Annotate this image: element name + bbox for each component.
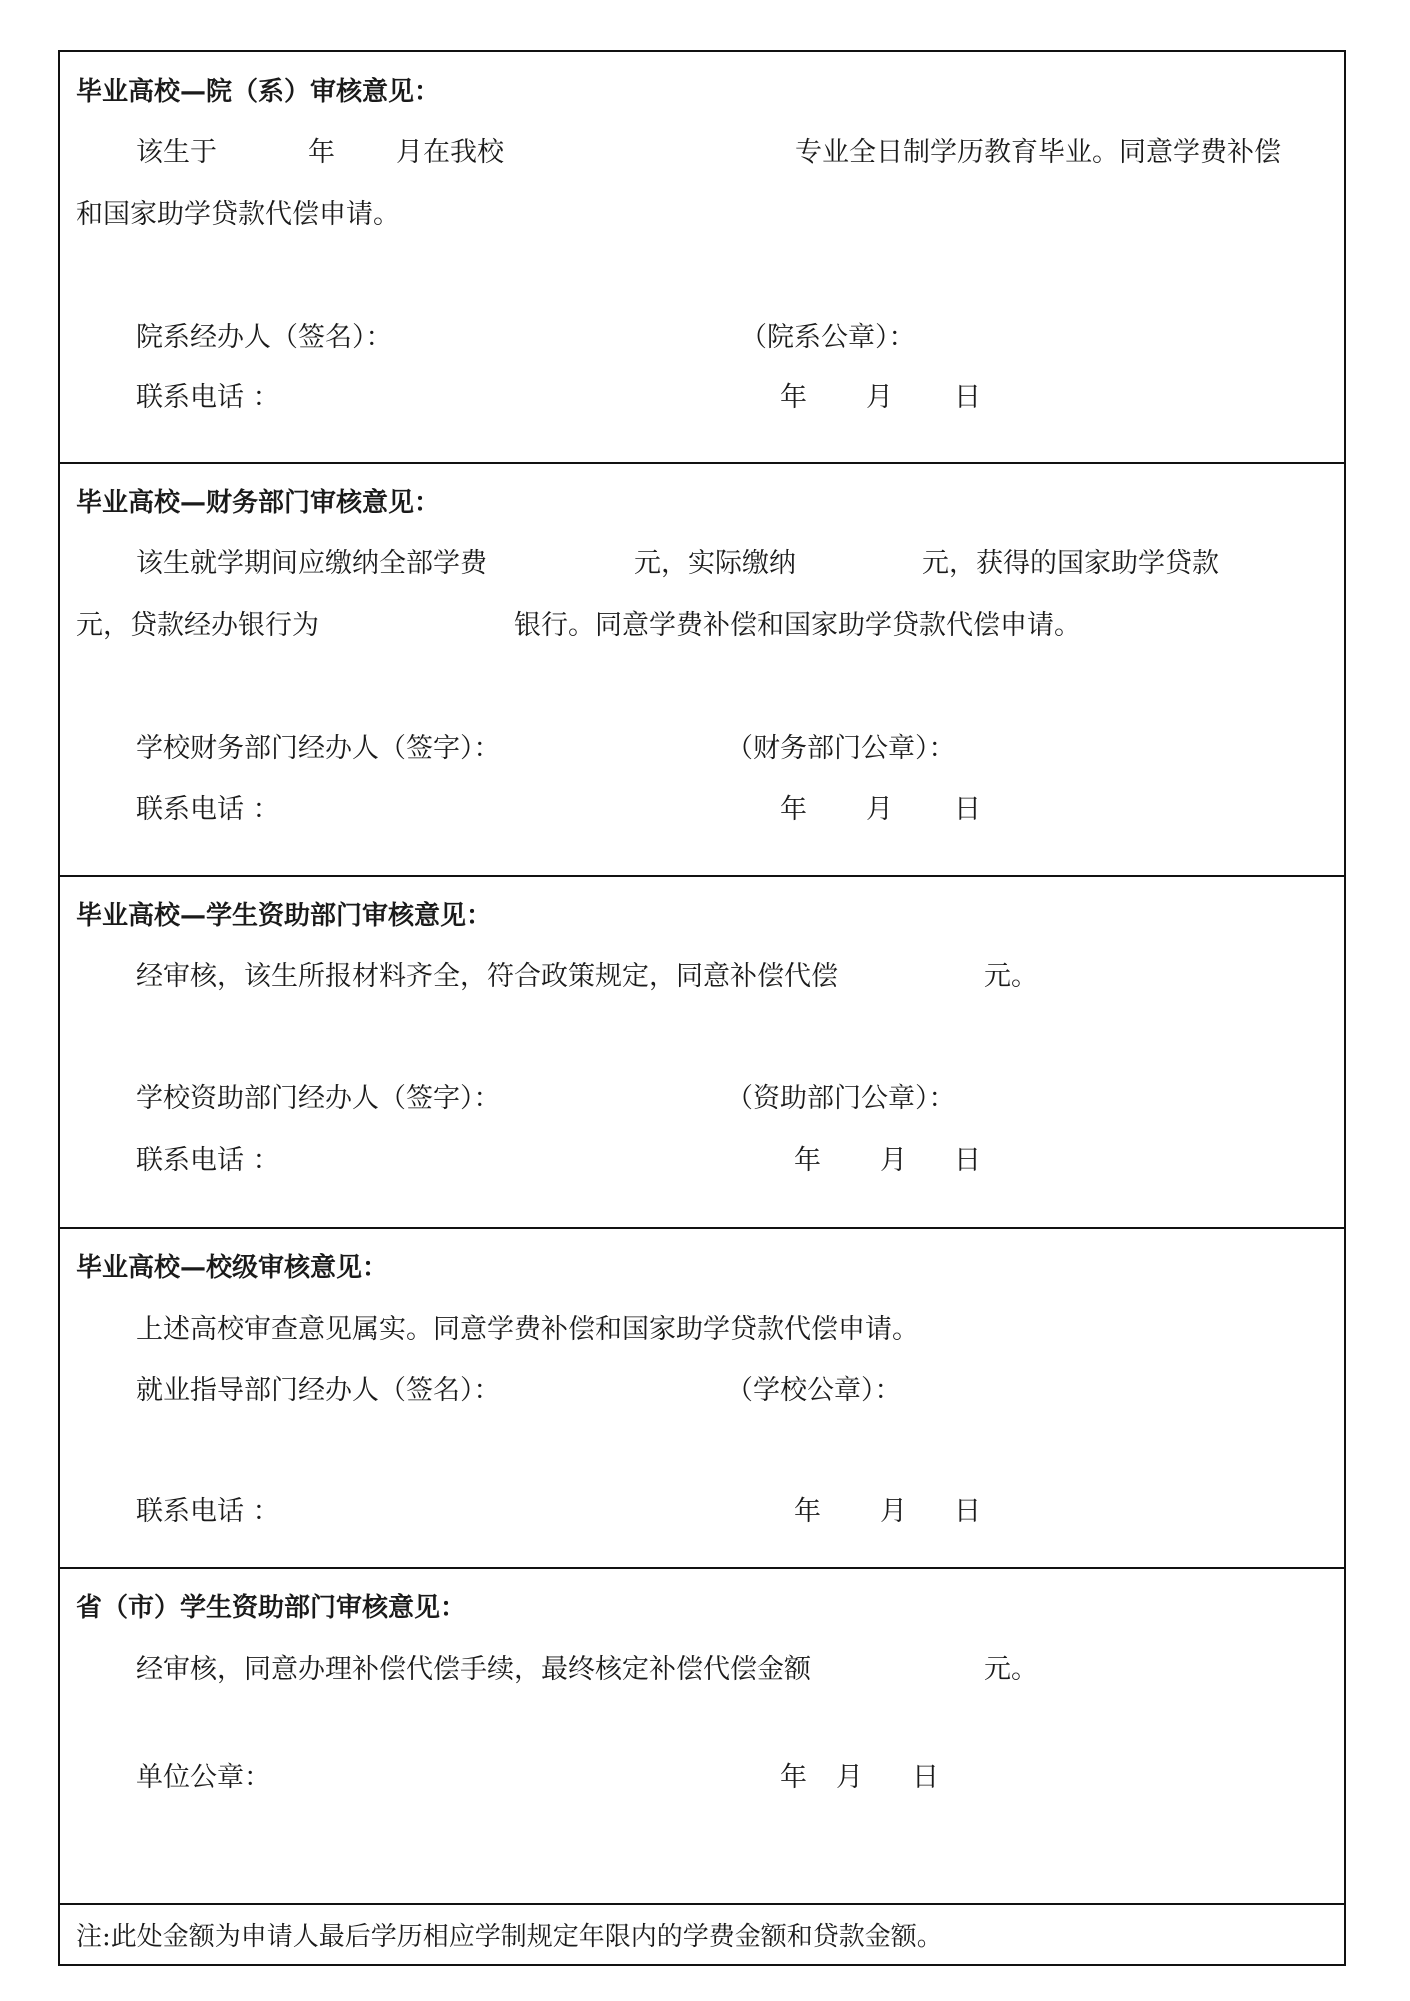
phone-label: 联系电话 ： bbox=[136, 382, 280, 413]
date-year: 年 bbox=[794, 1145, 821, 1176]
date-day: 日 bbox=[954, 1496, 981, 1527]
seal-label: （学校公章）： bbox=[726, 1375, 902, 1406]
signer-label: 学校资助部门经办人（签字）： bbox=[136, 1083, 501, 1114]
body-text: 元，贷款经办银行为 bbox=[76, 610, 319, 641]
date-day: 日 bbox=[954, 382, 981, 413]
date-month: 月 bbox=[866, 794, 893, 825]
date-year: 年 bbox=[780, 1762, 807, 1793]
section-title: 省（市）学生资助部门审核意见： bbox=[76, 1593, 467, 1623]
seal-label: （财务部门公章）： bbox=[726, 733, 956, 764]
date-year: 年 bbox=[780, 382, 807, 413]
section-title: 毕业高校—院（系）审核意见： bbox=[76, 77, 441, 107]
section-finance-review bbox=[60, 464, 1344, 877]
section-title: 毕业高校—校级审核意见： bbox=[76, 1253, 389, 1283]
body-text: 经审核，该生所报材料齐全，符合政策规定，同意补偿代偿 bbox=[136, 961, 838, 992]
phone-label: 联系电话 ： bbox=[136, 1145, 280, 1176]
body-text: 银行。同意学费补偿和国家助学贷款代偿申请。 bbox=[514, 610, 1081, 641]
date-day: 日 bbox=[954, 794, 981, 825]
section-department-review bbox=[60, 52, 1344, 464]
seal-label: 单位公章： bbox=[136, 1762, 271, 1793]
body-text: 该生就学期间应缴纳全部学费 bbox=[136, 548, 487, 579]
phone-label: 联系电话 ： bbox=[136, 794, 280, 825]
seal-label: （资助部门公章）： bbox=[726, 1083, 956, 1114]
body-text: 元，获得的国家助学贷款 bbox=[922, 548, 1219, 579]
audit-form-table bbox=[58, 50, 1346, 1966]
body-text: 元，实际缴纳 bbox=[634, 548, 796, 579]
body-text: 该生于 bbox=[136, 137, 217, 168]
date-month: 月 bbox=[836, 1762, 863, 1793]
signer-label: 学校财务部门经办人（签字）： bbox=[136, 733, 501, 764]
section-title: 毕业高校—财务部门审核意见： bbox=[76, 488, 441, 518]
section-aid-review bbox=[60, 877, 1344, 1229]
body-text: 上述高校审查意见属实。同意学费补偿和国家助学贷款代偿申请。 bbox=[136, 1314, 919, 1345]
date-day: 日 bbox=[954, 1145, 981, 1176]
body-text: 专业全日制学历教育毕业。同意学费补偿 bbox=[795, 137, 1281, 168]
body-text: 月在我校 bbox=[396, 137, 504, 168]
signer-label: 院系经办人（签名）： bbox=[136, 322, 393, 353]
footnote: 注:此处金额为申请人最后学历相应学制规定年限内的学费金额和贷款金额。 bbox=[76, 1922, 943, 1952]
date-year: 年 bbox=[780, 794, 807, 825]
body-text: 和国家助学贷款代偿申请。 bbox=[76, 199, 400, 230]
section-title: 毕业高校—学生资助部门审核意见： bbox=[76, 901, 493, 931]
date-month: 月 bbox=[880, 1496, 907, 1527]
body-text: 经审核，同意办理补偿代偿手续，最终核定补偿代偿金额 bbox=[136, 1654, 811, 1685]
body-text: 年 bbox=[308, 137, 335, 168]
body-text: 元。 bbox=[984, 1654, 1038, 1685]
date-year: 年 bbox=[794, 1496, 821, 1527]
date-month: 月 bbox=[880, 1145, 907, 1176]
note-row bbox=[60, 1905, 1344, 1968]
section-school-review bbox=[60, 1229, 1344, 1569]
date-day: 日 bbox=[912, 1762, 939, 1793]
phone-label: 联系电话 ： bbox=[136, 1496, 280, 1527]
signer-label: 就业指导部门经办人（签名）： bbox=[136, 1375, 501, 1406]
date-month: 月 bbox=[866, 382, 893, 413]
section-province-review bbox=[60, 1569, 1344, 1905]
seal-label: （院系公章）： bbox=[740, 322, 916, 353]
body-text: 元。 bbox=[984, 961, 1038, 992]
